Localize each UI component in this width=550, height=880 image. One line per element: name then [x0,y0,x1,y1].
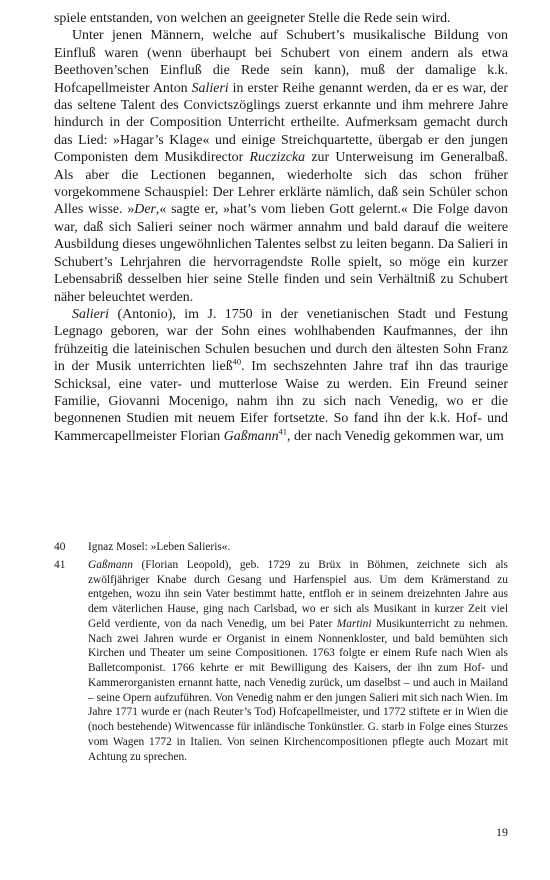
text-segment: Unter jenen Männern, welche auf Schubert’s musikalische Bildung von Einfluß waren (wenn überhaupt bei Schubert von einem andern als etwa Beethoven’schen Einfluß die Rede sein kann), muß der damalige k.k. Hofcapellmeister Anton [54,28,508,96]
paragraph-1: spiele entstanden, von welchen an geeigneter Stelle die Rede sein wird. [54,11,451,26]
footnote-text: Ignaz Mosel: »Leben Salieris«. [88,541,231,553]
name-salieri: Salieri [191,80,229,96]
text-segment: in erster Reihe genannt werden, da er es war, der das seltene Talent des Convictszöglings zuerst erkannte und ihm mehrere Jahre hindurch in der Composition Unterricht ertheilte. Aufmerksam gemacht durch das Lied: »Hagar’s Klage« und einige Streichquartette, übergab er den jungen Componisten dem Musikdirector [54,80,508,166]
name-martini: Martini [336,617,372,630]
footnote-number: 40 [54,541,66,553]
emphasis-der: Der [134,202,156,218]
name-salieri: Salieri [72,306,110,322]
footnote-ref-40[interactable]: 40 [232,356,242,367]
footnote-ref-41[interactable]: 41 [278,426,288,437]
footnote-number: 41 [54,558,66,571]
page-number: 19 [496,825,508,839]
text-segment: zur Unterweisung im Generalbaß. Als aber die Lectionen begannen, wiederholte sich das schon früher vorgekommene Schauspiel: Der Lehrer erklärte nämlich, daß sein Schüler schon Alles wisse. » [54,150,508,218]
text-segment: , der nach Venedig gekommen war, um [287,428,504,444]
name-gassmann: Gaßmann [223,428,279,444]
main-text [54,10,508,445]
text-segment: (Antonio), im J. 1750 in der venetianischen Stadt und Festung Legnago geboren, war der Sohn eines wohlhabenden Kaufmannes, der ihn frühzeitig die lateinischen Schulen besuchen und durch den ältesten Sohn Franz in der Musik unterrichten ließ [54,306,508,375]
paragraph-3 [54,306,508,445]
text-segment: ,« sagte er, »hat’s vom lieben Gott gelernt.« Die Folge davon war, daß sich Salieri seiner noch wärmer annahm und bald darauf die weitere Ausbildung dieses ungewöhnlichen Talentes selbst zu leiten begann. Da Salieri in Schubert’s Lehrjahren die hervorragendste Rolle spielt, so möge ein kurzer Lebensabriß desselben hier seine Stelle finden und sein Verhältniß zu Schubert näher beleuchtet werden. [54,202,509,305]
text-segment: . Im sechszehnten Jahre traf ihn das traurige Schicksal, eine vater- und mutterlose Waise zu werden. Ein Freund seiner Familie, Giovanni Mocenigo, nahm ihn zu sich nach Venedig, wo er die begonnenen Studien mit neuem Eifer fortsetzte. So fand ihn der k.k. Hof- und Kammercapellmeister Florian [54,359,509,444]
name-gassmann: Gaßmann [88,558,133,571]
footnote-40 [54,540,508,555]
name-ruczizcka: Ruczizcka [249,150,306,166]
footnotes [54,540,508,767]
footnote-41 [54,558,508,765]
footnote-text: (Florian Leopold), geb. 1729 zu Brüx in Böhmen, zeichnete sich als zwölfjähriger Knabe durch Gesang und Harfenspiel aus. Um dem Krämerstand zu entgehen, wozu ihn sein Vater bestimmt hatte, entfloh er in seinem dreizehnten Jahre aus dem väterlichen Hause, ging nach Carlsbad, wo er sich als Musikant in kurzer Zeit viel Geld verdiente, von da nach Venedig, um bei Pater [88,558,508,630]
paragraph-2 [54,27,508,306]
footnote-text: Musikunterricht zu nehmen. Nach zwei Jahren wurde er Organist in einem Nonnenkloster, und bald bemühten sich Kirchen und Theater um seine Compositionen. 1763 folgte er einem Rufe nach Wien als Balletcomponist. 1766 kehrte er mit Bewilligung des Kaisers, der ihn zum Hof- und Kammerorganisten ernannt hatte, nach Venedig zurück, um daselbst – und auch in Mailand – seine Opern aufzuführen. Von Venedig nahm er den jungen Salieri mit sich nach Wien. Im Jahre 1771 wurde er (nach Reuter’s Tod) Hofcapellmeister, und 1772 stiftete er in Wien die (noch bestehende) Witwencasse für inländische Tonkünstler. G. starb in Folge eines Sturzes vom Wagen 1772 in Italien. Von seinen Kirchencompositionen pflegte auch Mozart mit Achtung zu sprechen. [88,617,508,763]
